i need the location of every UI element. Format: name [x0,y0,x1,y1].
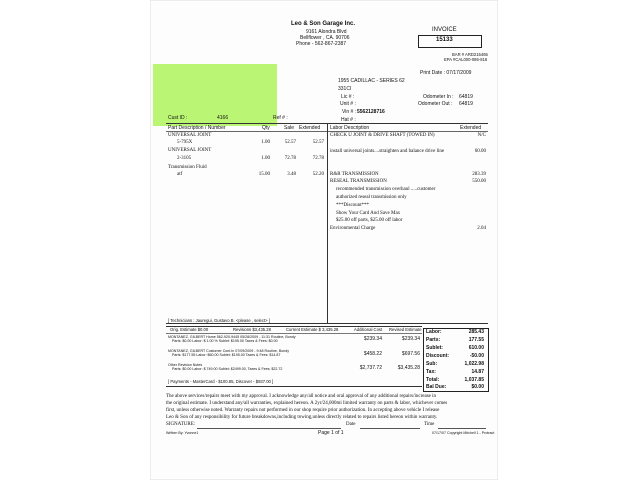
revisions-total: Revisions $3,435.28 [233,327,271,332]
bar-number: BAR # ARD215465 [452,52,488,57]
revision-additional: $2,737.72 [359,365,382,371]
terms-line: The above services/repairs meet with my approval. I acknowledge any/all notice and oral approval of any additional repairs/increase in [166,394,437,399]
env-charge-label: Environmental Charge [330,226,376,231]
total-label-sublet: Sublet: [426,345,443,351]
written-by: Written By: Yvonne1 [166,431,199,435]
part-qty: 15.00 [258,172,270,177]
estimate-header-line [166,333,422,334]
cust-id-value: 4166 [217,115,229,121]
invoice-label: INVOICE [432,27,457,33]
part-extended: 72.78 [312,156,324,161]
revision-note: Parts: $177.55 Labor: $60.00 Sublet: $195.00 Taxes & Fees: $14.87 [172,353,281,357]
labor-line-note: Show Your Card And Save Max [336,211,401,216]
labor-line-title: CHECK U JOINT & DRIVE SHAFT (TOWED IN) [330,133,435,138]
page-number: Page 1 of 1 [318,430,344,436]
labor-header-extended: Extended [460,125,482,131]
part-qty: 1.00 [261,140,270,145]
part-sale: 52.57 [284,140,296,145]
parts-header-qty: Qty [262,125,270,131]
labor-line-title: R&R TRANSMISSION [330,172,379,177]
labor-line-note: recommended transmission overhaul .....customer [336,187,436,192]
current-estimate: Current Estimate $ 3,435.28 [286,327,339,332]
part-desc: UNIVERSAL JOINT [168,148,212,153]
total-value-discount: -50.00 [469,353,484,359]
revision-note: Parts: $0.00 Labor: $ 749.00 Sublet: $2499.00, Taxes & Fees: $22.72 [172,367,283,371]
total-label-parts: Parts: [426,337,441,343]
lic-label: Lic # : [341,94,355,100]
part-extended: 52.57 [312,140,324,145]
parts-header-extended: Extended [299,125,321,131]
part-qty: 1.00 [261,156,270,161]
revised-estimate-header: Revised Estimate [389,327,422,332]
orig-estimate: Orig. Estimate $0.00 [170,327,209,332]
revision-note: Parts: $0.00 Labor: $ 1.00 % Sublet: $195.00 Taxes & Fees: $0.00 [172,339,278,343]
total-label-total: Total: [426,377,440,383]
total-value-labor: 285.43 [468,329,484,335]
payments-line: [ Payments - MasterCard - $100.85, Discover - $937.00 ] [168,379,274,384]
labor-line-note: authorized reseal transmission only [336,195,407,200]
epa-number: EPA #CAL000-086-816 [444,57,488,62]
odometer-out-label: Odometer Out : [418,101,453,107]
signature-label: SIGNATURE: [166,422,196,427]
total-label-discount: Discount: [426,353,450,359]
part-sale: 72.78 [284,156,296,161]
part-desc: UNIVERSAL JOINT [168,133,212,138]
total-value-bal-due: $0.00 [471,384,484,390]
labor-header-desc: Labor Description [330,125,370,131]
labor-line-title: RESEAL TRANSMISSION [330,179,387,184]
signature-line [197,428,341,429]
revision-additional: $239.34 [363,336,382,342]
part-extended: 52.20 [312,172,324,177]
odometer-out-value: 64819 [459,101,473,107]
additional-cost-header: Additional Cost [354,327,383,332]
revision-revised: $239.34 [401,336,420,342]
labor-line-note: ***Discount*** [336,203,370,208]
estimate-bottom-line [166,386,422,387]
revision-revised: $3,435.28 [397,365,420,371]
parts-labor-divider [327,123,328,323]
vin-value: 5562128716 [357,109,385,115]
total-label-sub: Sub: [426,361,438,367]
invoice-number: 15133 [436,37,453,43]
ref-label: Ref # : [273,115,288,121]
technicians-line: [ Technicians : Jauregui, Gustavo B. <please , select> ] [168,318,270,323]
odometer-in-value: 64819 [459,94,473,100]
shop-city: Bellflower , CA. 90706 [300,35,350,41]
total-label-bal-due: Bal Due: [426,384,447,390]
labor-line-extended: 550.00 [472,179,486,184]
total-value-total: 1,037.85 [464,377,484,383]
revision-note: MONTANEZ, GILBERT Customer Cont.In 07/09/2009 - 9:48 Routine, Bondy [168,349,290,353]
revision-revised: $697.56 [401,351,420,357]
terms-line: the original estimate. I understand any/all warranties, explained hereon. A 2yr/24,000mi limited warranty on parts & labor, whichever comes [166,401,448,406]
time-label: Time [424,422,435,427]
part-desc: Transmission Fluid [168,165,207,170]
total-value-parts: 177.55 [468,337,484,343]
copyright: 07/17/07 Copyright Mitchell 1 - Protract [432,431,495,435]
total-value-sublet: 610.00 [468,345,484,351]
labor-line-note: $25.00 off parts, $25.00 off labor [336,218,403,223]
unit-label: Unit # : [340,101,356,107]
print-date: Print Date : 07/17/2009 [420,70,472,76]
parts-header-desc: Part Description / Number [168,125,226,131]
labor-line-extended: 283.39 [472,172,486,177]
vehicle-engine: 331CI [338,86,352,92]
env-charge-value: 2.04 [477,226,486,231]
shop-address: 9161 Alondra Blvd [306,29,347,35]
revision-note: MONTANEZ, GILBERT Home 562-920-9445 05/28/2009 - 11:31 Routine, Bondy [168,335,296,339]
total-value-sub: 1,022.98 [464,361,484,367]
total-value-tax: 14.87 [471,369,484,375]
terms-line: Leo & Son of any responsibility for future breakdowns,including towing,unless directly related to repairs listed hereon within warranty. [166,415,438,420]
time-line [438,428,486,429]
labor-line-extended: 60.00 [474,149,486,154]
parts-header-sale: Sale [284,125,295,131]
part-number: atf [177,172,183,177]
part-sale: 3.48 [287,172,296,177]
hat-label: Hat # : [341,117,356,123]
total-label-labor: Labor: [426,329,442,335]
vehicle-model: 1955 CADILLAC - SERIES 62 [338,78,405,84]
shop-name: Leo & Son Garage Inc. [291,21,356,27]
shop-phone: Phone - 562-867-2387 [296,41,347,47]
part-number: 5-795X [177,140,193,145]
table-bottom-line [166,323,488,324]
terms-line: first, unless otherwise noted. Warranty repairs not performed in our shop require prior authorization. In accepting above vehicle I release [166,408,440,413]
date-label: Date [346,422,356,427]
part-number: 2-3105 [177,156,192,161]
odometer-in-label: Odometer In : [423,94,454,100]
vin-label: Vin # : [342,109,357,115]
date-line [360,428,420,429]
total-label-tax: Tax: [426,369,436,375]
labor-line-note: install universal joints....straighten and balance drive line [330,149,445,154]
labor-line-extended: N/C [477,133,486,138]
cust-id-label: Cust ID : [168,115,188,121]
revision-additional: $458.22 [363,351,382,357]
revision-note: Other Revision Notes [168,363,203,367]
